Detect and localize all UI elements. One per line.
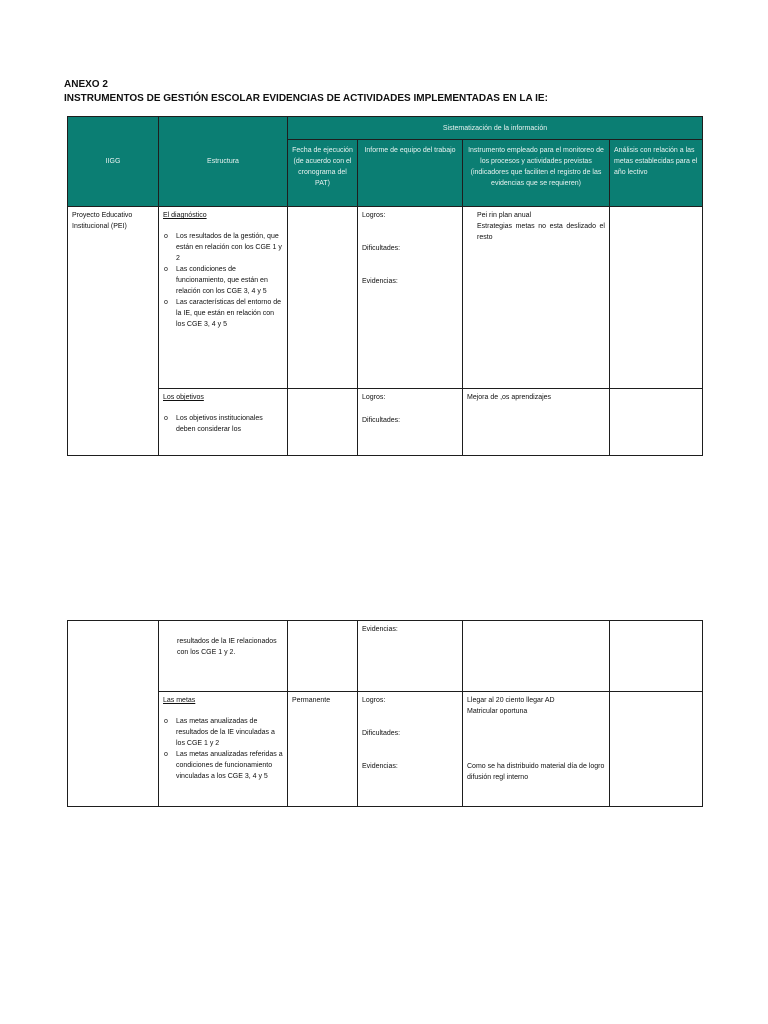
dificultades-label: Dificultades: [362,245,401,252]
evidence-table-page1 [67,116,703,456]
analisis-cell [610,692,703,807]
header-sistematizacion: Sistematización de la información [288,117,703,140]
continuation-text: resultados de la IE relacionados con los CGE 1 y 2. [177,638,277,656]
list-item: o Las condiciones de funcionamiento, que están en relación con los CGE 3, 4 y 5 [163,264,283,297]
metas-title: Las metas [163,697,196,704]
informe-cell [358,692,463,807]
analisis-cell [610,207,703,389]
list-item: o Las metas anualizadas de resultados de la IE vinculadas a los CGE 1 y 2 [163,716,283,749]
header-instrumento: Instrumento empleado para el monitoreo de los procesos y actividades previstas (indicadores que faciliten el registro de las evidencias que se requieren) [463,140,610,207]
analisis-cell [610,621,703,692]
diagnostico-title: El diagnóstico [163,212,207,219]
fecha-cell [288,692,358,807]
instrumento-line: Como se ha distribuido material día de logro difusión regl interno [467,763,605,781]
iigg-cell [68,621,159,807]
instrumento-cell [463,207,610,389]
diagnostico-list [163,231,283,330]
objetivos-list [163,413,283,435]
metas-list [163,716,283,782]
iigg-cell [68,207,159,456]
instrumento-line: Pei rin plan anual [477,212,532,219]
evidencias-label: Evidencias: [362,763,398,770]
evidencias-label: Evidencias: [362,278,398,285]
list-item: o Los resultados de la gestión, que están en relación con los CGE 1 y 2 [163,231,283,264]
fecha-cell [288,389,358,456]
analisis-cell [610,389,703,456]
header-fecha: Fecha de ejecución (de acuerdo con el cronograma del PAT) [288,140,358,207]
instrumento-line: Matricular oportuna [467,708,528,715]
estructura-metas [159,692,288,807]
informe-cell [358,621,463,692]
list-item: o Las características del entorno de la IE, que están en relación con los CGE 3, 4 y 5 [163,297,283,330]
instrumento-line: Estrategias metas no esta deslizado el resto [477,223,605,241]
header-estructura: Estructura [159,117,288,207]
fecha-cell [288,621,358,692]
header-iigg: IIGG [68,117,159,207]
list-item: o Los objetivos institucionales deben considerar los [163,413,283,435]
instrumento-cell [463,621,610,692]
objetivos-title: Los objetivos [163,394,204,401]
informe-cell [358,389,463,456]
instrumento-cell [463,692,610,807]
annex-label: ANEXO 2 [64,79,108,90]
dificultades-label: Dificultades: [362,417,401,424]
estructura-continuation [159,621,288,692]
header-analisis: Análisis con relación a las metas establecidas para el año lectivo [610,140,703,207]
informe-cell [358,207,463,389]
estructura-objetivos [159,389,288,456]
instrumento-text: Mejora de ,os aprendizajes [467,394,552,401]
evidence-table-page2 [67,620,703,807]
fecha-value: Permanente [292,697,331,704]
logros-label: Logros: [362,697,386,704]
fecha-cell [288,207,358,389]
logros-label: Logros: [362,212,386,219]
iigg-label: Proyecto Educativo Institucional (PEI) [72,212,133,230]
instrumento-line: Llegar al 20 ciento llegar AD [467,697,555,704]
estructura-diagnostico [159,207,288,389]
evidencias-label: Evidencias: [362,626,398,633]
document-title: INSTRUMENTOS DE GESTIÓN ESCOLAR EVIDENCIAS DE ACTIVIDADES IMPLEMENTADAS EN LA IE: [64,93,548,104]
header-informe: Informe de equipo del trabajo [358,140,463,207]
instrumento-cell [463,389,610,456]
dificultades-label: Dificultades: [362,730,401,737]
list-item: o Las metas anualizadas referidas a condiciones de funcionamiento vinculadas a los CGE 3, 4 y 5 [163,749,283,782]
logros-label: Logros: [362,394,386,401]
